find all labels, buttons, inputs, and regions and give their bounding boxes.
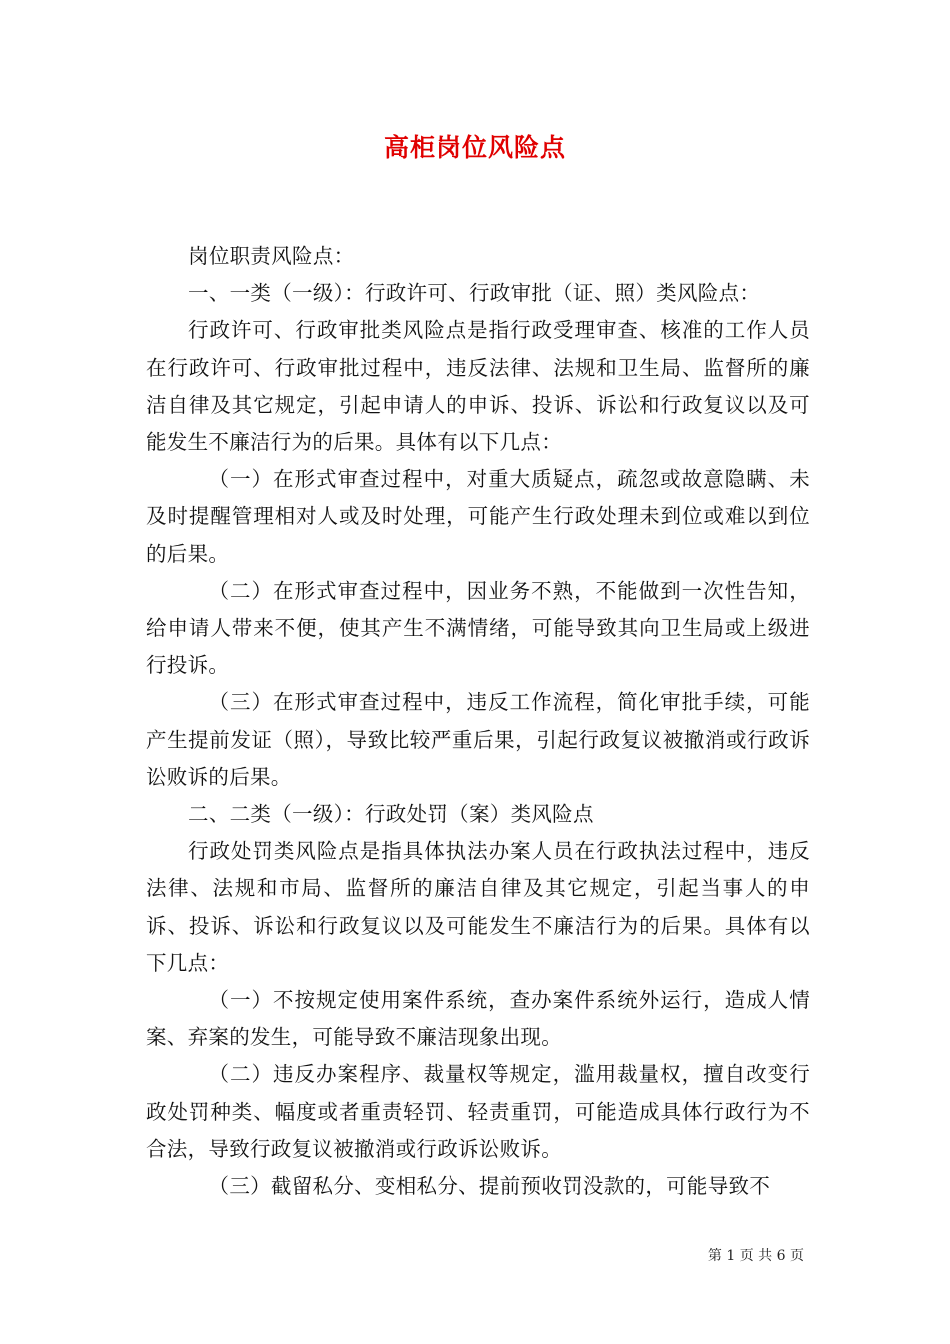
- paragraph-9: （一）不按规定使用案件系统，查办案件系统外运行，造成人情案、弃案的发生，可能导致不廉洁现象出现。: [146, 988, 810, 1050]
- paragraph-3: 行政许可、行政审批类风险点是指行政受理审查、核准的工作人员在行政许可、行政审批过程中，违反法律、法规和卫生局、监督所的廉洁自律及其它规定，引起申请人的申诉、投诉、诉讼和行政复议以及可能发生不廉洁行为的后果。具体有以下几点：: [146, 318, 810, 455]
- paragraph-4: （一）在形式审查过程中，对重大质疑点，疏忽或故意隐瞒、未及时提醒管理相对人或及时处理，可能产生行政处理未到位或难以到位的后果。: [146, 467, 810, 566]
- paragraph-2: 一、一类（一级）：行政许可、行政审批（证、照）类风险点：: [188, 281, 761, 306]
- document-title: 高柜岗位风险点: [383, 133, 566, 162]
- document-body: [146, 238, 810, 1205]
- paragraph-11: （三）截留私分、变相私分、提前预收罚没款的，可能导致不: [208, 1174, 771, 1199]
- paragraph-10: （二）违反办案程序、裁量权等规定，滥用裁量权，擅自改变行政处罚种类、幅度或者重责轻罚、轻责重罚，可能造成具体行政行为不合法，导致行政复议被撤消或行政诉讼败诉。: [146, 1062, 810, 1161]
- paragraph-6: （三）在形式审查过程中，违反工作流程，简化审批手续，可能产生提前发证（照），导致比较严重后果，引起行政复议被撤消或行政诉讼败诉的后果。: [146, 690, 810, 789]
- paragraph-5: （二）在形式审查过程中，因业务不熟，不能做到一次性告知，给申请人带来不便，使其产生不满情绪，可能导致其向卫生局或上级进行投诉。: [146, 578, 810, 678]
- paragraph-8: 行政处罚类风险点是指具体执法办案人员在行政执法过程中，违反法律、法规和市局、监督所的廉洁自律及其它规定，引起当事人的申诉、投诉、诉讼和行政复议以及可能发生不廉洁行为的后果。具体有以下几点：: [146, 839, 810, 975]
- page-footer: 第 1 页 共 6 页: [707, 1248, 804, 1264]
- paragraph-1: 岗位职责风险点：: [188, 244, 355, 268]
- paragraph-7: 二、二类（一级）：行政处罚（案）类风险点: [188, 802, 594, 827]
